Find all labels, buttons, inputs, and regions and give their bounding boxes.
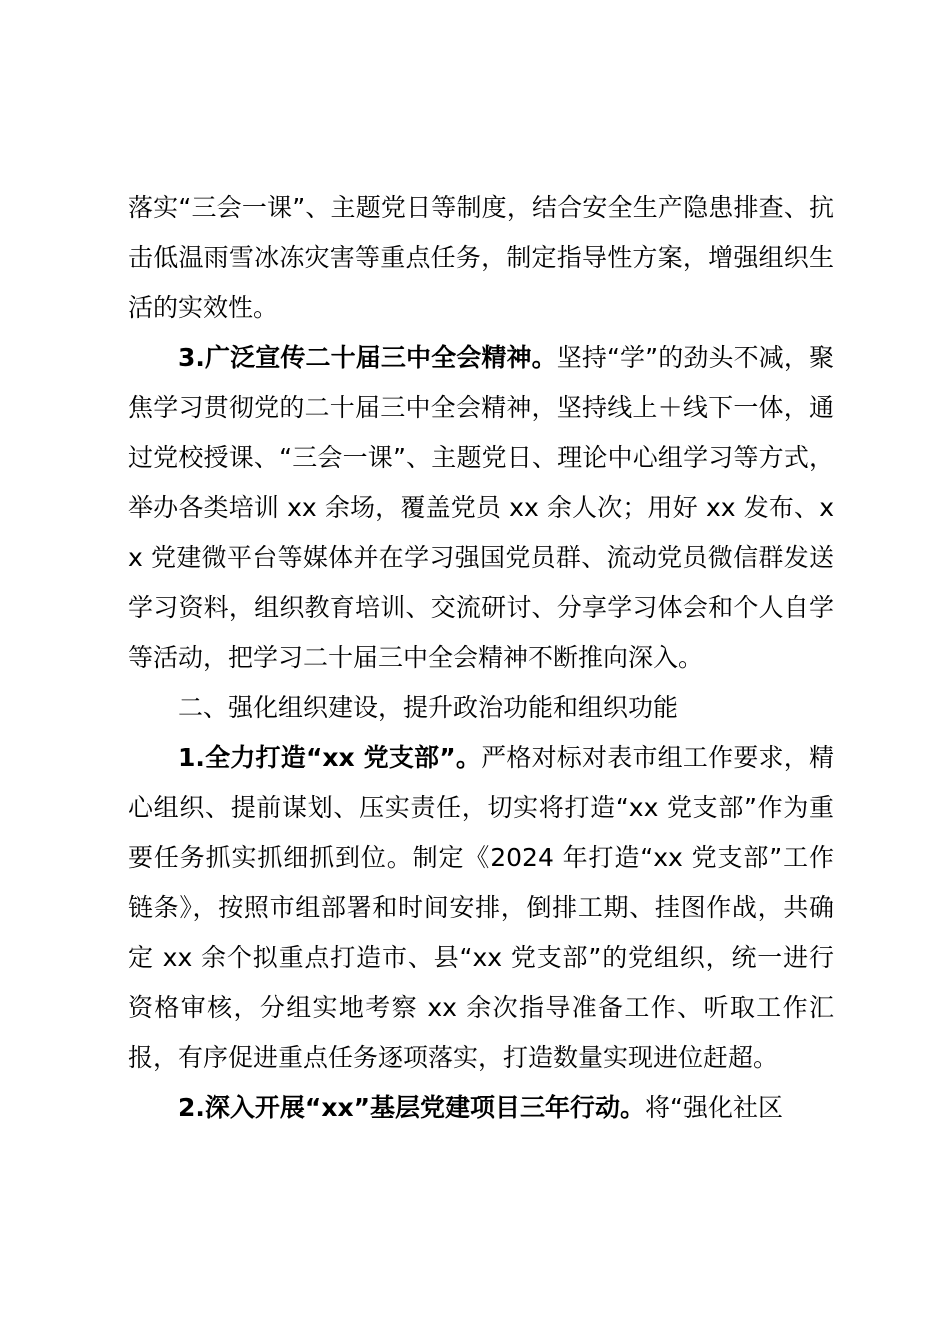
paragraph-organizational-life xyxy=(128,183,834,333)
section-heading-2 xyxy=(128,683,834,733)
paragraph-lead: 2.深入开展“xx”基层党建项目三年行动。 xyxy=(178,1093,646,1122)
section-heading-text: 二、强化组织建设，提升政治功能和组织功能 xyxy=(178,693,679,722)
paragraph-text: 落实“三会一课”、主题党日等制度，结合安全生产隐患排查、抗击低温雨雪冰冻灾害等重点任务，制定指导性方案，增强组织生活的实效性。 xyxy=(128,193,834,322)
paragraph-lead: 1.全力打造“xx 党支部”。 xyxy=(178,743,482,772)
paragraph-lead: 3.广泛宣传二十届三中全会精神。 xyxy=(178,343,557,372)
paragraph-item-3-publicity xyxy=(128,333,834,683)
document-body xyxy=(128,183,834,1133)
paragraph-text: 将“强化社区 xyxy=(645,1093,783,1122)
paragraph-text: 坚持“学”的劲头不减，聚焦学习贯彻党的二十届三中全会精神，坚持线上＋线下一体，通过党校授课、“三会一课”、主题党日、理论中心组学习等方式，举办各类培训 xx 余场，覆盖党员 xx 余人次；用好 xx 发布、xx 党建微平台等媒体并在学习强国党员群、流动党员微信群发送学习资料，组织教育培训、交流研讨、分享学习体会和个人自学等活动，把学习二十届三中全会精神不断推向深入。 xyxy=(128,343,834,672)
paragraph-item-2-three-year-action xyxy=(128,1083,834,1133)
paragraph-item-1-party-branch xyxy=(128,733,834,1083)
paragraph-text: 严格对标对表市组工作要求，精心组织、提前谋划、压实责任，切实将打造“xx 党支部”作为重要任务抓实抓细抓到位。制定《2024 年打造“xx 党支部”工作链条》，按照市组部署和时间安排，倒排工期、挂图作战，共确定 xx 余个拟重点打造市、县“xx 党支部”的党组织，统一进行资格审核，分组实地考察 xx 余次指导准备工作、听取工作汇报，有序促进重点任务逐项落实，打造数量实现进位赶超。 xyxy=(128,743,834,1072)
